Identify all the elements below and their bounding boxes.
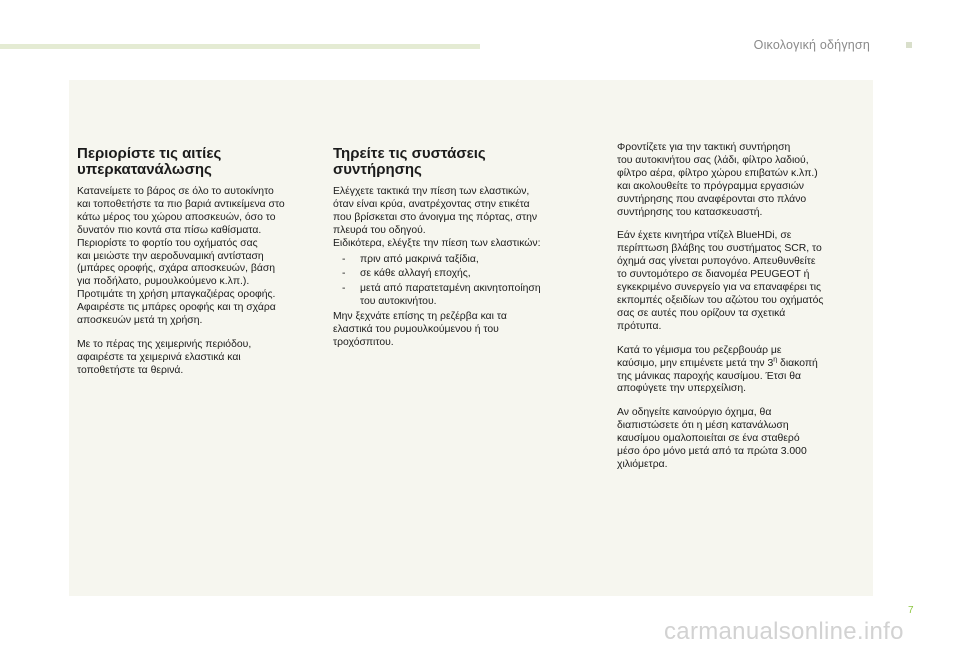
- text-line: Αν οδηγείτε καινούργιο όχημα, θα: [617, 407, 772, 419]
- paragraph: [617, 142, 857, 219]
- list-item-text: πριν από μακρινά ταξίδια,: [360, 253, 479, 265]
- text-line: της μάνικας παροχής καυσίμου. Έτσι θα: [617, 370, 802, 382]
- text-line: Με το πέρας της χειμερινής περιόδου,: [77, 338, 252, 350]
- text-line: καυσίμου ομαλοποιείται σε ένα σταθερό: [617, 433, 800, 445]
- text-line: δυνατόν πιο κοντά στα πίσω καθίσματα.: [77, 224, 262, 236]
- text-line: χιλιόμετρα.: [617, 458, 668, 470]
- list-item-text: του αυτοκινήτου.: [360, 296, 437, 308]
- text-line: που βρίσκεται στο άνοιγμα της πόρτας, στην: [333, 211, 538, 223]
- section-title-line: υπερκατανάλωσης: [77, 161, 212, 178]
- text-line: σας σε αυτές που ορίζουν τα σχετικά: [617, 307, 786, 319]
- text-line: Ελέγχετε τακτικά την πίεση των ελαστικών,: [333, 186, 530, 197]
- paragraph: [617, 230, 857, 333]
- text-line: Φροντίζετε για την τακτική συντήρηση: [617, 142, 791, 153]
- text-line: πλευρά του οδηγού.: [333, 224, 426, 236]
- text-line: Εάν έχετε κινητήρα ντίζελ BlueHDi, σε: [617, 230, 792, 242]
- text-line: μέσο όρο μόνο μετά από τα πρώτα 3.000: [617, 446, 807, 458]
- section-title-line: Τηρείτε τις συστάσεις: [333, 145, 486, 162]
- text-line: αφαιρέστε τα χειμερινά ελαστικά και: [77, 351, 241, 363]
- text-line: Περιορίστε το φορτίο του οχήματός σας: [77, 237, 258, 249]
- paragraph: [333, 186, 595, 251]
- text-line: καύσιμο, μην επιμένετε μετά την 3: [617, 357, 774, 369]
- dash-bullet: -: [342, 268, 346, 280]
- paragraph: [77, 339, 327, 378]
- text-line: διαπιστώσετε ότι η μέση κατανάλωση: [617, 420, 789, 432]
- section-header-title: Οικολογική οδήγηση: [753, 38, 870, 52]
- text-line: Κατά το γέμισμα του ρεζερβουάρ με: [617, 344, 782, 356]
- list-item-text: μετά από παρατεταμένη ακινητοποίηση: [360, 283, 541, 295]
- text-line: εγκεκριμένο συνεργείο για να επαναφέρει τις: [617, 282, 822, 294]
- text-line: το συντομότερο σε διανομέα PEUGEOT ή: [617, 269, 810, 281]
- watermark: carmanualsonline.info: [664, 618, 904, 645]
- column-limit-overconsumption: [77, 146, 327, 378]
- text-line: και ακολουθείτε το πρόγραμμα εργασιών: [617, 180, 805, 192]
- text-line: περίπτωση βλάβης του συστήματος SCR, το: [617, 243, 822, 255]
- list-item: [333, 254, 595, 267]
- text-line: και τοποθετήστε τα πιο βαριά αντικείμενα στο: [77, 198, 285, 210]
- paragraph: [333, 311, 595, 350]
- text-line: όταν είναι κρύα, ανατρέχοντας στην ετικέτα: [333, 198, 530, 210]
- section-title: [77, 146, 327, 178]
- list-item-text: σε κάθε αλλαγή εποχής,: [360, 268, 471, 280]
- text-line: τροχόσπιτου.: [333, 336, 394, 348]
- text-line: αποφύγετε την υπερχείλιση.: [617, 383, 747, 395]
- page-number: 7: [908, 605, 914, 616]
- text-line: εκπομπές οξειδίων του αζώτου του οχήματός: [617, 294, 824, 306]
- bullet-list: [333, 254, 595, 310]
- dash-bullet: -: [342, 283, 346, 295]
- text-line: πρότυπα.: [617, 320, 662, 332]
- superscript: η: [773, 356, 778, 364]
- paragraph: [77, 186, 327, 328]
- paragraph: [617, 407, 857, 472]
- column-maintenance-recommendations: [333, 146, 595, 350]
- text-line: τοποθετήστε τα θερινά.: [77, 364, 184, 376]
- section-title-line: συντήρησης: [333, 161, 422, 178]
- text-line: Μην ξεχνάτε επίσης τη ρεζέρβα και τα: [333, 311, 507, 323]
- text-line: συντήρησης του κατασκευαστή.: [617, 206, 763, 218]
- column-maintenance-details: [617, 142, 857, 472]
- text-line: Ειδικότερα, ελέγξτε την πίεση των ελαστικών:: [333, 237, 541, 249]
- section-title-line: Περιορίστε τις αιτίες: [77, 145, 222, 162]
- list-item: [333, 283, 595, 309]
- text-line: του αυτοκινήτου σας (λάδι, φίλτρο λαδιού,: [617, 154, 809, 166]
- paragraph: [617, 345, 857, 397]
- section-title: [333, 146, 595, 178]
- text-line: όχημά σας γίνεται ρυπογόνο. Απευθυνθείτε: [617, 256, 816, 268]
- header-accent-bar: [0, 44, 480, 49]
- text-line: κάτω μέρος του χώρου αποσκευών, όσο το: [77, 211, 276, 223]
- text-line: και μειώστε την αεροδυναμική αντίσταση: [77, 250, 264, 262]
- text-line: φίλτρο αέρα, φίλτρο χώρου επιβατών κ.λπ.): [617, 167, 818, 179]
- dash-bullet: -: [342, 253, 346, 265]
- text-line: Προτιμάτε τη χρήση μπαγκαζιέρας οροφής.: [77, 289, 276, 301]
- text-line: ελαστικά του ρυμουλκούμενου ή του: [333, 324, 499, 336]
- text-line: διακοπή: [777, 357, 818, 369]
- header-marker: [906, 42, 912, 48]
- text-line: (μπάρες οροφής, σχάρα αποσκευών, βάση: [77, 263, 276, 275]
- list-item: [333, 268, 595, 281]
- text-line: Αφαιρέστε τις μπάρες οροφής και τη σχάρα: [77, 302, 276, 314]
- text-line: Κατανείμετε το βάρος σε όλο το αυτοκίνητο: [77, 186, 274, 197]
- text-line: για ποδήλατο, ρυμουλκούμενο κ.λπ.).: [77, 276, 250, 288]
- text-line: συντήρησης που αναφέρονται στο πλάνο: [617, 193, 807, 205]
- text-line: αποσκευών μετά τη χρήση.: [77, 315, 203, 327]
